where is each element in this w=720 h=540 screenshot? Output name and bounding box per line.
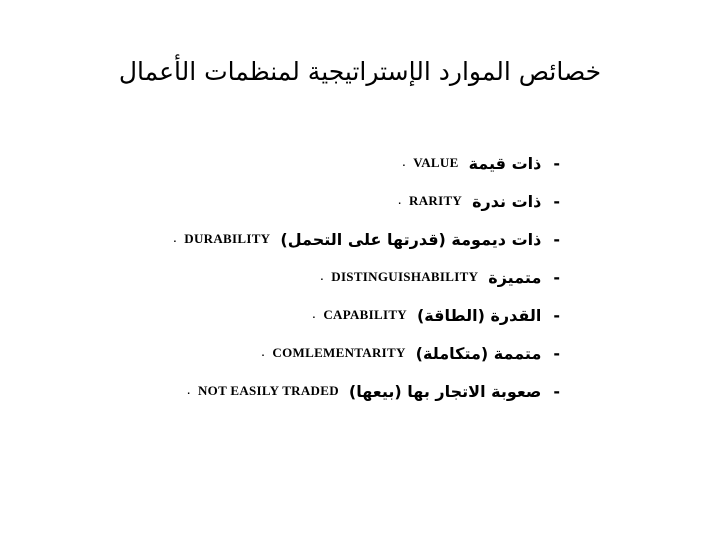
list-item [174,182,560,220]
item-english-text: RARITY [409,193,463,208]
bullet-dash: - [553,229,560,249]
list-item [174,372,560,410]
item-arabic-text: ذات ندرة [472,191,542,211]
item-english-text: CAPABILITY [323,307,407,322]
item-arabic-text: متممة (متكاملة) [415,343,542,363]
list-item [174,258,560,296]
bullet-dash: - [553,381,560,401]
bullet-dash: - [553,153,560,173]
bullet-end-dot: . [402,157,406,169]
list-item [174,334,560,372]
bullet-end-dot: . [312,309,316,321]
item-english-text: COMLEMENTARITY [272,345,406,360]
item-arabic-text: ذات قيمة [468,153,542,173]
bullet-dash: - [553,267,560,287]
bullet-end-dot: . [261,347,265,359]
item-english-text: NOT EASILY TRADED [197,383,339,398]
list-item [174,296,560,334]
item-english-text: DISTINGUISHABILITY [331,269,479,284]
item-english-text: VALUE [413,155,459,170]
item-arabic-text: متميزة [488,267,542,287]
bullet-end-dot: . [398,195,402,207]
bullet-end-dot: . [173,233,177,245]
bullet-end-dot: . [320,271,324,283]
characteristics-list [174,144,560,410]
list-item [174,144,560,182]
item-arabic-text: القدرة (الطاقة) [416,305,542,325]
bullet-dash: - [553,191,560,211]
bullet-end-dot: . [187,385,190,397]
list-item [174,220,560,258]
slide-title: خصائص الموارد الإستراتيجية لمنظمات الأعمال [118,56,602,86]
item-arabic-text: صعوبة الاتجار بها (بيعها) [348,381,542,401]
item-english-text: DURABILITY [184,231,271,246]
bullet-dash: - [553,305,560,325]
item-arabic-text: ذات ديمومة (قدرتها على التحمل) [280,229,542,249]
bullet-dash: - [553,343,560,363]
